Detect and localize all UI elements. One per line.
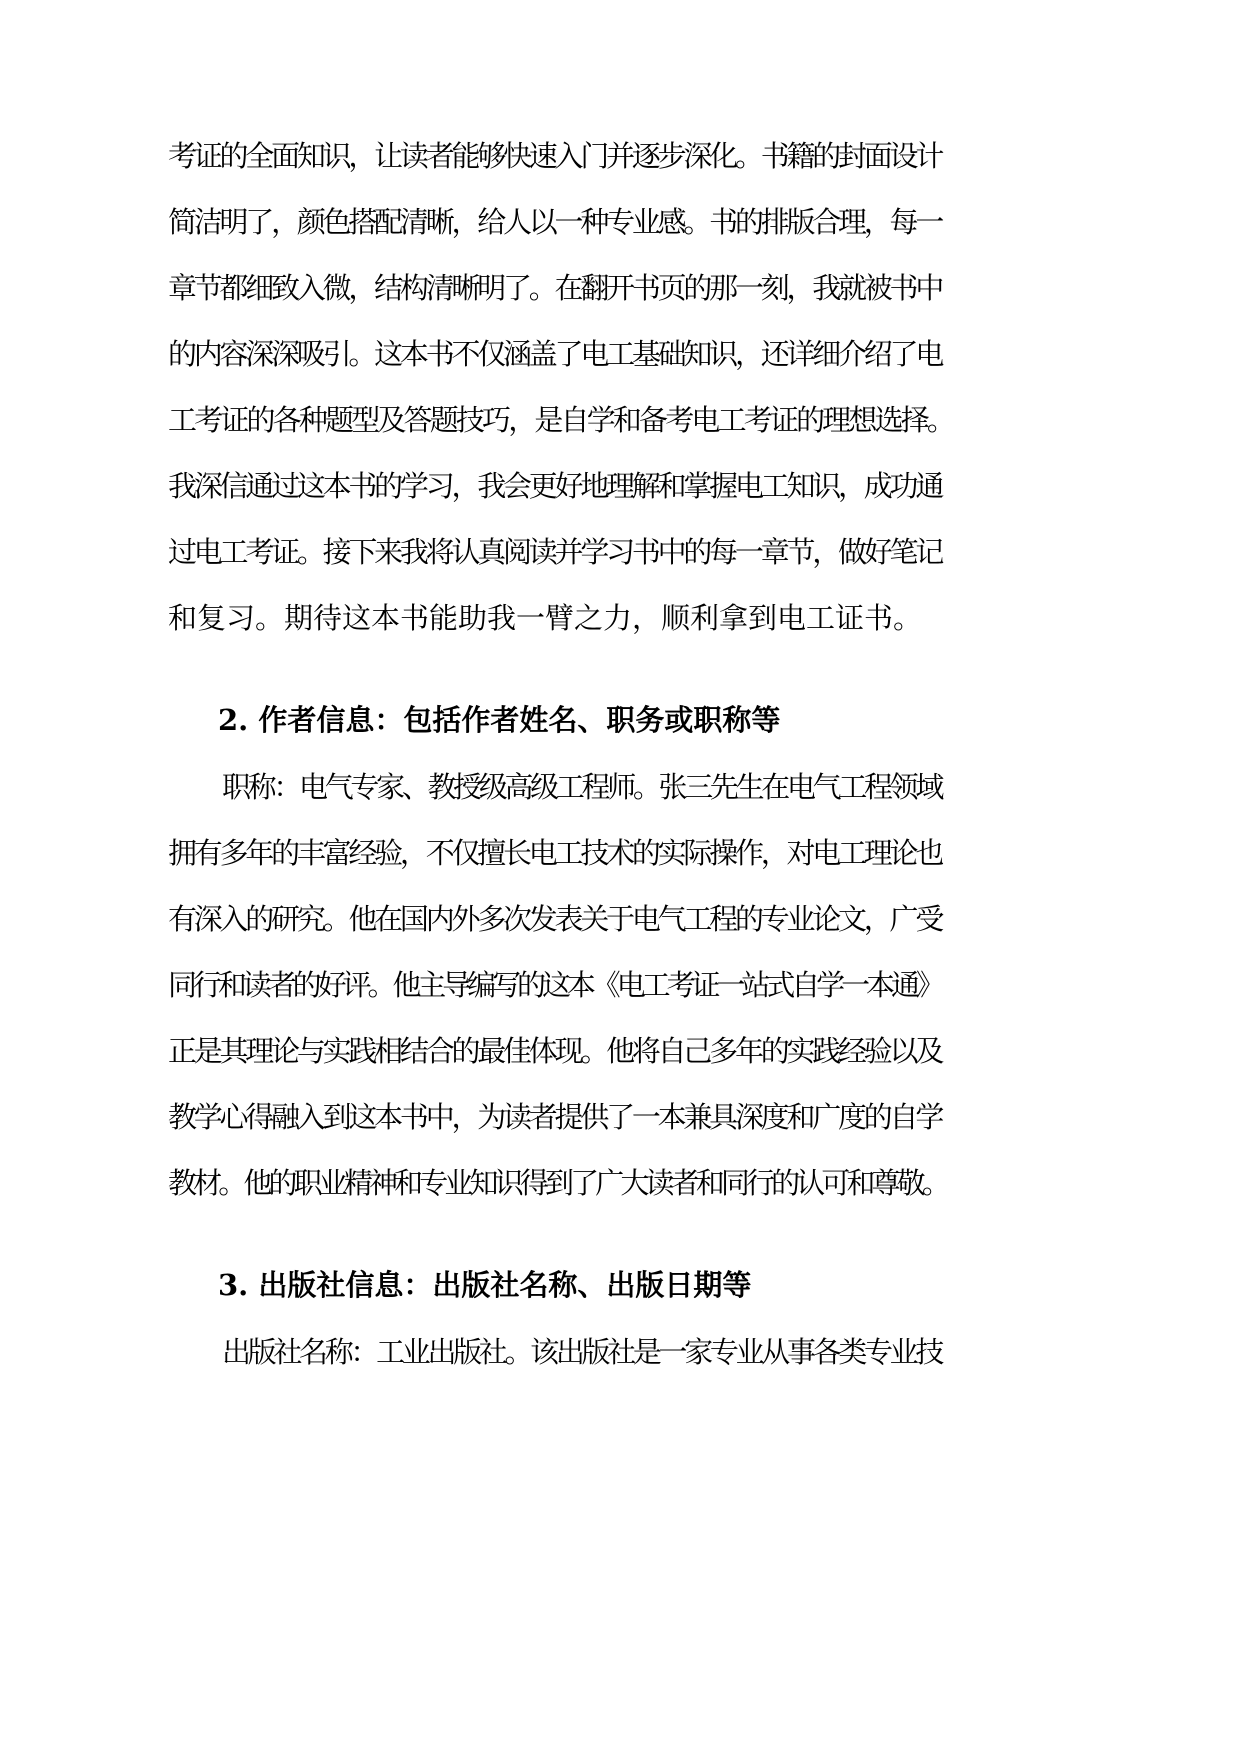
line-text: 过电工考证。接下来我将认真阅读并学习书中的每一章节，做好笔记 (168, 535, 942, 569)
line-text: 教学心得融入到这本书中，为读者提供了一本兼具深度和广度的自学 (168, 1100, 942, 1134)
line-text: 工考证的各种题型及答题技巧，是自学和备考电工考证的理想选择。 (168, 403, 954, 437)
line-text: 简洁明了，颜色搭配清晰，给人以一种专业感。书的排版合理，每一 (168, 205, 942, 239)
paragraph-line (0, 899, 1241, 939)
line-text: 的内容深深吸引。这本书不仅涵盖了电工基础知识，还详细介绍了电 (168, 337, 942, 371)
line-text: 职称：电气专家、教授级高级工程师。张三先生在电气工程领域 (222, 770, 942, 804)
line-text: 出版社名称：工业出版社。该出版社是一家专业从事各类专业技 (222, 1335, 942, 1369)
line-text: 同行和读者的好评。他主导编写的这本《电工考证一站式自学一本通》 (168, 968, 941, 1002)
line-text: 拥有多年的丰富经验，不仅擅长电工技术的实际操作，对电工理论也 (168, 836, 942, 870)
line-text: 和复习。期待这本书能助我一臂之力，顺利拿到电工证书。 (168, 601, 923, 635)
paragraph-line (0, 202, 1241, 242)
paragraph-line (0, 1097, 1241, 1137)
paragraph-line (0, 268, 1241, 308)
line-text: 章节都细致入微，结构清晰明了。在翻开书页的那一刻，我就被书中 (168, 271, 942, 305)
line-text: 我深信通过这本书的学习，我会更好地理解和掌握电工知识，成功通 (168, 469, 942, 503)
section-heading-text: 3. 出版社信息：出版社名称、出版日期等 (218, 1268, 752, 1302)
paragraph-line (0, 833, 1241, 873)
line-text: 教材。他的职业精神和专业知识得到了广大读者和同行的认可和尊敬。 (168, 1166, 948, 1200)
paragraph-line (0, 965, 1241, 1005)
line-text: 考证的全面知识，让读者能够快速入门并逐步深化。书籍的封面设计 (168, 139, 942, 173)
section-heading-text: 2. 作者信息：包括作者姓名、职务或职称等 (218, 703, 781, 737)
section-heading (0, 1265, 1241, 1305)
paragraph-line (0, 532, 1241, 572)
paragraph-line (0, 767, 1241, 807)
paragraph-line (0, 1163, 1241, 1203)
paragraph-line (0, 334, 1241, 374)
section-heading (0, 700, 1241, 740)
paragraph-line (0, 1332, 1241, 1372)
paragraph-line (0, 466, 1241, 506)
line-text: 正是其理论与实践相结合的最佳体现。他将自己多年的实践经验以及 (168, 1034, 942, 1068)
line-text: 有深入的研究。他在国内外多次发表关于电气工程的专业论文，广受 (168, 902, 942, 936)
paragraph-line (0, 1031, 1241, 1071)
paragraph-line (0, 400, 1241, 440)
paragraph-line (0, 598, 1241, 638)
paragraph-line (0, 136, 1241, 176)
